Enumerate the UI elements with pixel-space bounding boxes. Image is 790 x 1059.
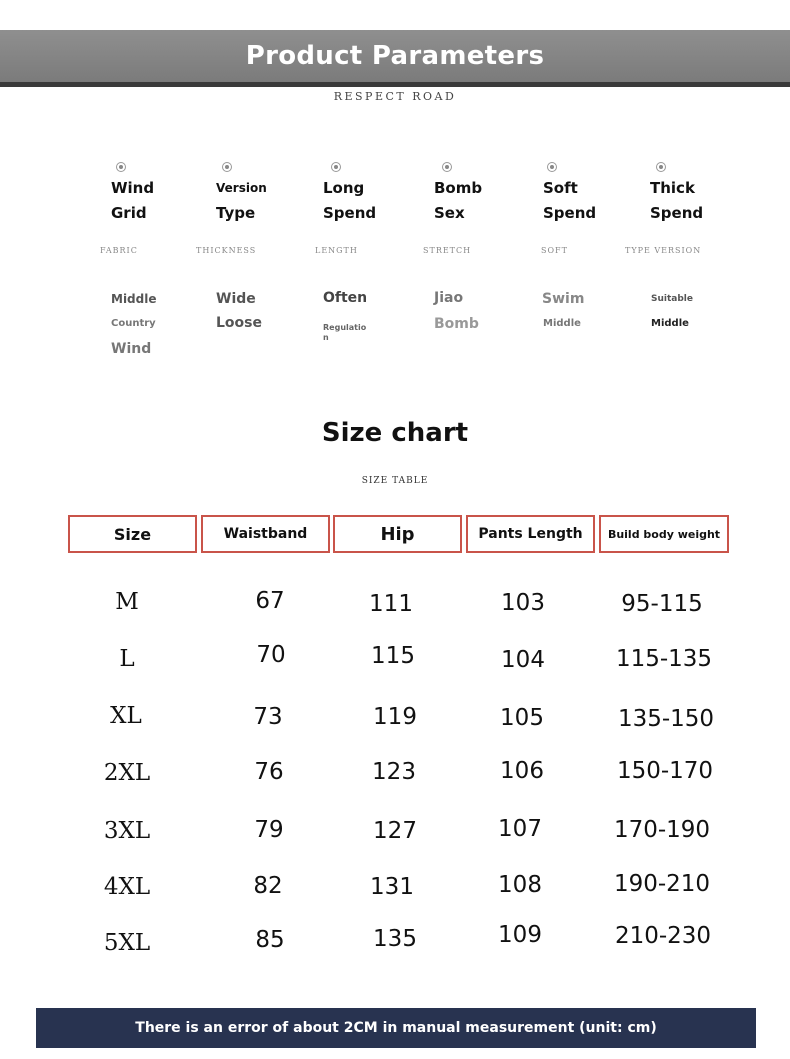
waistband-cell: 79	[254, 817, 284, 843]
param-title-line2: Type	[216, 204, 256, 222]
pants-length-cell: 105	[500, 705, 544, 731]
param-value: Jiao	[434, 290, 464, 306]
header-label: Hip	[380, 523, 415, 545]
size-cell: XL	[110, 703, 142, 729]
hip-cell: 111	[369, 591, 413, 617]
radio-icon	[222, 162, 232, 172]
param-value: Middle	[543, 318, 581, 329]
hip-cell: 119	[373, 704, 417, 730]
pants-length-cell: 104	[501, 647, 545, 673]
param-value: Wide	[216, 291, 256, 307]
param-column-type-version	[650, 162, 703, 226]
param-title-line1: Thick	[650, 179, 695, 197]
size-cell: L	[119, 646, 135, 672]
param-category-label: THICKNESS	[196, 246, 257, 255]
pants-length-cell: 103	[501, 590, 545, 616]
param-title-line2: Grid	[111, 204, 147, 222]
size-header-size	[68, 515, 197, 553]
radio-icon	[331, 162, 341, 172]
pants-length-cell: 106	[500, 758, 544, 784]
param-value: n	[323, 333, 329, 342]
header-label: Pants Length	[478, 526, 583, 542]
param-value: Bomb	[434, 316, 479, 332]
param-value: Middle	[651, 318, 689, 329]
waistband-cell: 85	[255, 927, 285, 953]
body-weight-cell: 210-230	[614, 923, 712, 949]
param-column-stretch	[434, 162, 482, 226]
param-value: Wind	[111, 341, 152, 357]
param-title-line1: Version	[216, 181, 267, 195]
radio-icon	[442, 162, 452, 172]
param-column-thickness	[216, 162, 267, 226]
size-cell: 3XL	[103, 818, 151, 844]
size-header-body-weight	[599, 515, 729, 553]
pants-length-cell: 109	[498, 922, 542, 948]
size-cell: M	[115, 589, 139, 615]
hip-cell: 131	[370, 874, 414, 900]
body-weight-cell: 170-190	[613, 817, 711, 843]
waistband-cell: 76	[254, 759, 284, 785]
size-header-hip	[333, 515, 462, 553]
param-category-label: STRETCH	[423, 246, 472, 255]
page-title: Product Parameters	[245, 41, 545, 71]
waistband-cell: 82	[253, 873, 283, 899]
param-value: Middle	[111, 292, 157, 306]
param-value: Swim	[542, 291, 585, 307]
body-weight-cell: 150-170	[616, 758, 714, 784]
size-header-pants-length	[466, 515, 595, 553]
size-cell: 5XL	[103, 930, 151, 956]
param-value: Regulatio	[323, 323, 367, 332]
param-title-line1: Soft	[543, 179, 578, 197]
param-category-label: FABRIC	[100, 246, 138, 255]
body-weight-cell: 115-135	[615, 646, 713, 672]
param-category-label: TYPE VERSION	[625, 246, 702, 255]
header-label: Waistband	[223, 526, 308, 542]
param-category-label: SOFT	[541, 246, 568, 255]
footer-banner	[36, 1008, 756, 1048]
waistband-cell: 73	[253, 704, 283, 730]
param-title-line2: Sex	[434, 204, 465, 222]
waistband-cell: 70	[256, 642, 286, 668]
pants-length-cell: 107	[498, 816, 542, 842]
param-value: Country	[111, 318, 156, 329]
header-banner	[0, 30, 790, 87]
pants-length-cell: 108	[498, 872, 542, 898]
radio-icon	[656, 162, 666, 172]
body-weight-cell: 135-150	[617, 706, 715, 732]
param-category-label: LENGTH	[315, 246, 358, 255]
brand-name: RESPECT ROAD	[333, 90, 457, 103]
size-chart-title: Size chart	[321, 418, 469, 448]
hip-cell: 127	[373, 818, 417, 844]
body-weight-cell: 190-210	[613, 871, 711, 897]
param-column-fabric	[111, 162, 154, 226]
param-column-length	[323, 162, 376, 226]
param-title-line1: Wind	[111, 179, 155, 197]
param-value: Loose	[216, 315, 262, 331]
size-cell: 2XL	[103, 760, 151, 786]
size-chart-subtitle: SIZE TABLE	[361, 476, 429, 486]
hip-cell: 115	[371, 643, 415, 669]
param-column-soft	[543, 162, 596, 226]
param-title-line2: Spend	[323, 204, 377, 222]
param-title-line1: Long	[323, 179, 365, 197]
param-title-line2: Spend	[543, 204, 597, 222]
header-label: Size	[113, 524, 152, 544]
param-value: Often	[323, 290, 368, 306]
waistband-cell: 67	[255, 588, 285, 614]
param-title-line2: Spend	[650, 204, 704, 222]
hip-cell: 123	[372, 759, 416, 785]
size-header-waistband	[201, 515, 330, 553]
hip-cell: 135	[373, 926, 417, 952]
measurement-note: There is an error of about 2CM in manual measurement (unit: cm)	[135, 1020, 657, 1036]
body-weight-cell: 95-115	[621, 591, 703, 617]
radio-icon	[116, 162, 126, 172]
param-title-line1: Bomb	[434, 179, 483, 197]
size-cell: 4XL	[103, 874, 151, 900]
radio-icon	[547, 162, 557, 172]
param-value: Suitable	[651, 294, 693, 304]
header-label: Build body weight	[607, 527, 721, 541]
